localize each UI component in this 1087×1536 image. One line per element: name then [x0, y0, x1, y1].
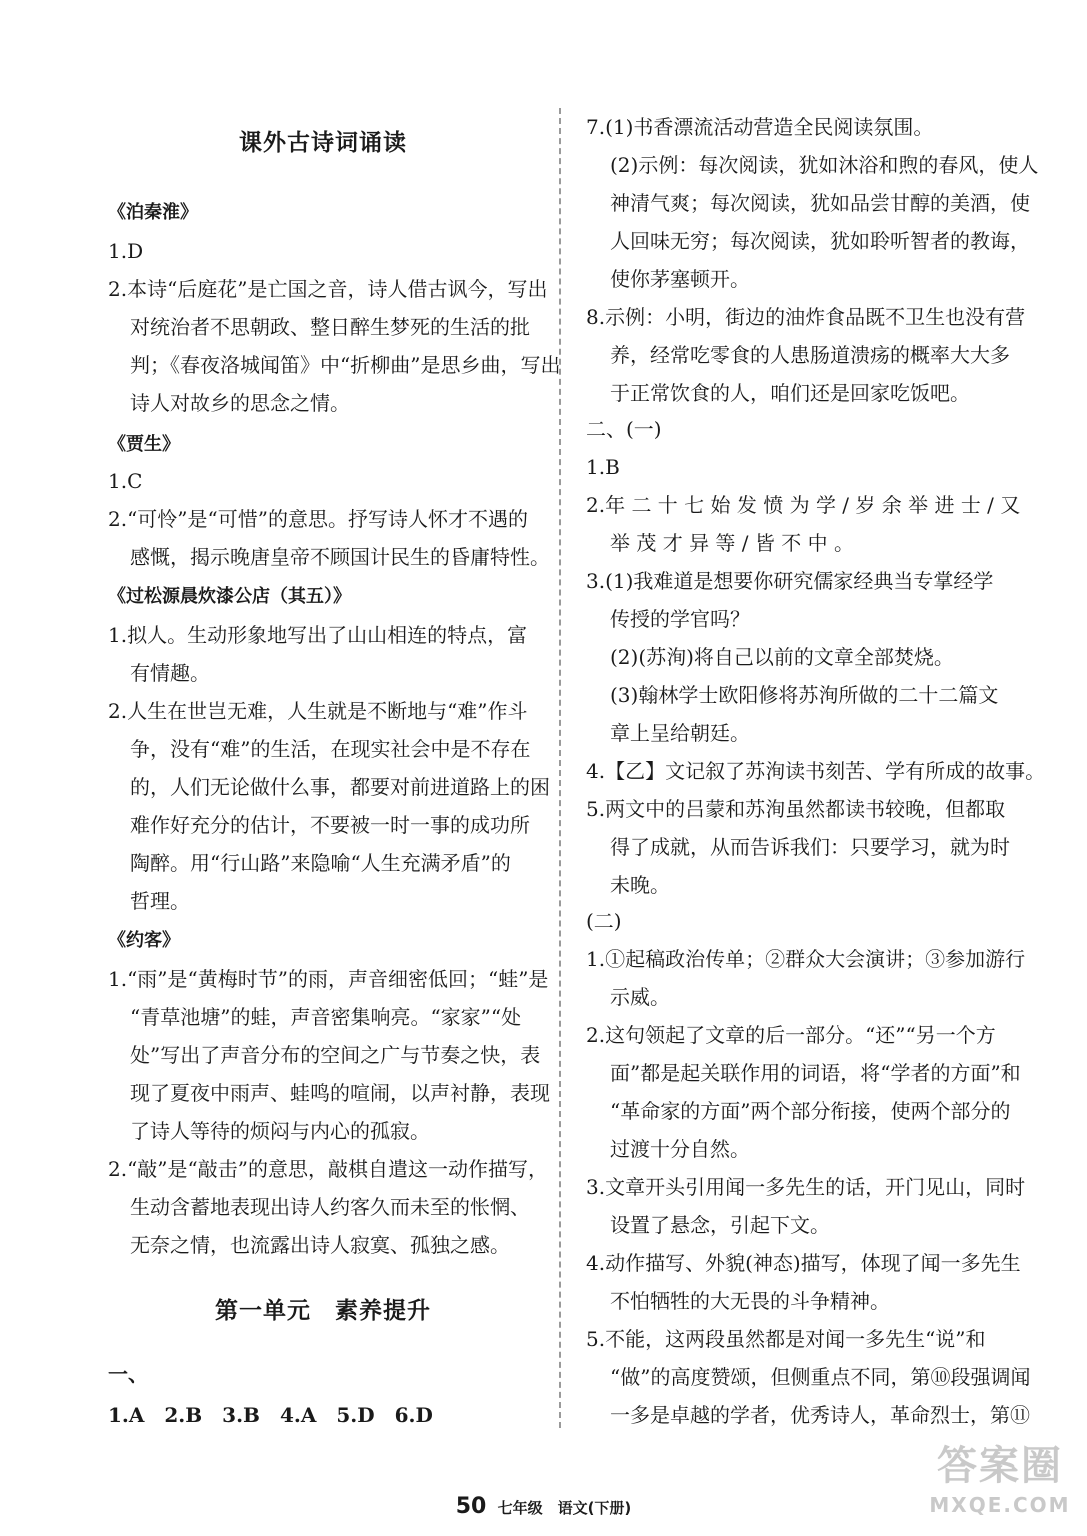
section-marker: 一、: [108, 1362, 148, 1386]
answer-line: 4.动作描写、外貌(神态)描写，体现了闻一多先生: [586, 1251, 1021, 1275]
answer-line: 判；《春夜洛城闻笛》中“折柳曲”是思乡曲，写出: [130, 353, 561, 377]
watermark-url: MXQE.COM: [929, 1493, 1071, 1517]
answer-line: 3.文章开头引用闻一多先生的话，开门见山，同时: [586, 1175, 1026, 1199]
answer-line: 设置了悬念，引起下文。: [610, 1213, 830, 1237]
answer-line: “革命家的方面”两个部分衔接，使两个部分的: [610, 1099, 1011, 1123]
answer-line: 2.“可怜”是“可惜”的意思。抒写诗人怀才不遇的: [108, 507, 528, 531]
answer-line: 无奈之情，也流露出诗人寂寞、孤独之感。: [130, 1233, 510, 1257]
section-title-unit-one: 第一单元 素养提升: [215, 1298, 431, 1324]
answer-line: “做”的高度赞颂，但侧重点不同，第⑩段强调闻: [610, 1365, 1031, 1389]
answer-line: 5.不能，这两段虽然都是对闻一多先生“说”和: [586, 1327, 986, 1351]
answer-line-choices: 1.A 2.B 3.B 4.A 5.D 6.D: [108, 1403, 433, 1427]
answer-line: 不怕牺牲的大无畏的斗争精神。: [610, 1289, 890, 1313]
answer-line: 5.两文中的吕蒙和苏洵虽然都读书较晚，但都取: [586, 797, 1006, 821]
poem-heading: 《约客》: [108, 930, 180, 951]
answer-line: 过渡十分自然。: [610, 1137, 750, 1161]
answer-line: 神清气爽；每次阅读，犹如品尝甘醇的美酒，使: [610, 191, 1030, 215]
answer-line: 1.D: [108, 239, 144, 263]
footer-text: 七年级 语文(下册): [497, 1499, 632, 1517]
section-marker: 二、(一): [586, 417, 662, 441]
poem-heading: 《过松源晨炊漆公店（其五）》: [108, 586, 351, 607]
answer-line: 举 茂 才 异 等 / 皆 不 中 。: [610, 531, 854, 555]
answer-line: (3)翰林学士欧阳修将苏洵所做的二十二篇文: [610, 683, 999, 707]
answer-line: 4.【乙】文记叙了苏洵读书刻苦、学有所成的故事。: [586, 759, 1046, 783]
answer-line: 1.拟人。生动形象地写出了山山相连的特点，富: [108, 623, 528, 647]
answer-line: 现了夏夜中雨声、蛙鸣的喧闹，以声衬静，表现: [130, 1081, 550, 1105]
answer-line: 1.C: [108, 469, 143, 493]
column-divider: [559, 108, 561, 1428]
answer-line: 2.本诗“后庭花”是亡国之音，诗人借古讽今，写出: [108, 277, 548, 301]
answer-line: 3.(1)我难道是想要你研究儒家经典当专掌经学: [586, 569, 994, 593]
answer-line: 难作好充分的估计，不要被一时一事的成功所: [130, 813, 530, 837]
answer-line: 1.B: [586, 455, 620, 479]
answer-line: 了诗人等待的烦闷与内心的孤寂。: [130, 1119, 430, 1143]
answer-line: 8.示例：小明，街边的油炸食品既不卫生也没有营: [586, 305, 1026, 329]
answer-line: 哲理。: [130, 889, 190, 913]
answer-line: 2.人生在世岂无难，人生就是不断地与“难”作斗: [108, 699, 528, 723]
answer-line: 一多是卓越的学者，优秀诗人，革命烈士，第⑪: [610, 1403, 1030, 1427]
answer-line: 养，经常吃零食的人患肠道溃疡的概率大大多: [610, 343, 1010, 367]
answer-line: 1.①起稿政治传单；②群众大会演讲；③参加游行: [586, 947, 1026, 971]
poem-heading: 《贾生》: [108, 434, 180, 455]
answer-line: 有情趣。: [130, 661, 210, 685]
answer-line: 2.“敲”是“敲击”的意思，敲棋自遣这一动作描写，: [108, 1157, 548, 1181]
poem-heading: 《泊秦淮》: [108, 202, 198, 223]
answer-line: 7.(1)书香漂流活动营造全民阅读氛围。: [586, 115, 934, 139]
answer-line: (2)示例：每次阅读，犹如沐浴和煦的春风，使人: [610, 153, 1039, 177]
answer-line: 于正常饮食的人，咱们还是回家吃饭吧。: [610, 381, 970, 405]
answer-line: 面”都是起关联作用的词语，将“学者的方面”和: [610, 1061, 1021, 1085]
answer-line: 得了成就，从而告诉我们：只要学习，就为时: [610, 835, 1010, 859]
answer-line: 传授的学官吗？: [610, 607, 750, 631]
answer-line: 争，没有“难”的生活，在现实社会中是不存在: [130, 737, 531, 761]
answer-line: “青草池塘”的蛙，声音密集响亮。“家家”“处: [130, 1005, 522, 1029]
answer-line: 感慨，揭示晚唐皇帝不顾国计民生的昏庸特性。: [130, 545, 550, 569]
answer-line: 诗人对故乡的思念之情。: [130, 391, 350, 415]
answer-line: 生动含蓄地表现出诗人约客久而未至的怅惘、: [130, 1195, 530, 1219]
answer-line: 的，人们无论做什么事，都要对前进道路上的困: [130, 775, 550, 799]
answer-line: 处”写出了声音分布的空间之广与节奏之快，表: [130, 1043, 541, 1067]
answer-line: 1.“雨”是“黄梅时节”的雨，声音细密低回；“蛙”是: [108, 967, 549, 991]
answer-line: 陶醉。用“行山路”来隐喻“人生充满矛盾”的: [130, 851, 511, 875]
answer-line: 对统治者不思朝政、整日醉生梦死的生活的批: [130, 315, 530, 339]
answer-line: 2.年 二 十 七 始 发 愤 为 学 / 岁 余 举 进 士 / 又: [586, 493, 1021, 517]
answer-line: (2)(苏洵)将自己以前的文章全部焚烧。: [610, 645, 954, 669]
answer-line: 使你茅塞顿开。: [610, 267, 750, 291]
answer-line: 章上呈给朝廷。: [610, 721, 750, 745]
page-number: 50: [455, 1494, 487, 1519]
section-title-ancient-poetry: 课外古诗词诵读: [239, 130, 407, 156]
answer-line: 人回味无穷；每次阅读，犹如聆听智者的教诲，: [610, 229, 1030, 253]
watermark-text: 答案圈: [937, 1443, 1063, 1489]
page-footer: [0, 1494, 1087, 1519]
section-marker: (二): [586, 909, 622, 933]
answer-line: 示威。: [610, 985, 670, 1009]
watermark-logo: [925, 1440, 1075, 1530]
answer-line: 2.这句领起了文章的后一部分。“还”“另一个方: [586, 1023, 996, 1047]
answer-line: 未晚。: [610, 873, 670, 897]
